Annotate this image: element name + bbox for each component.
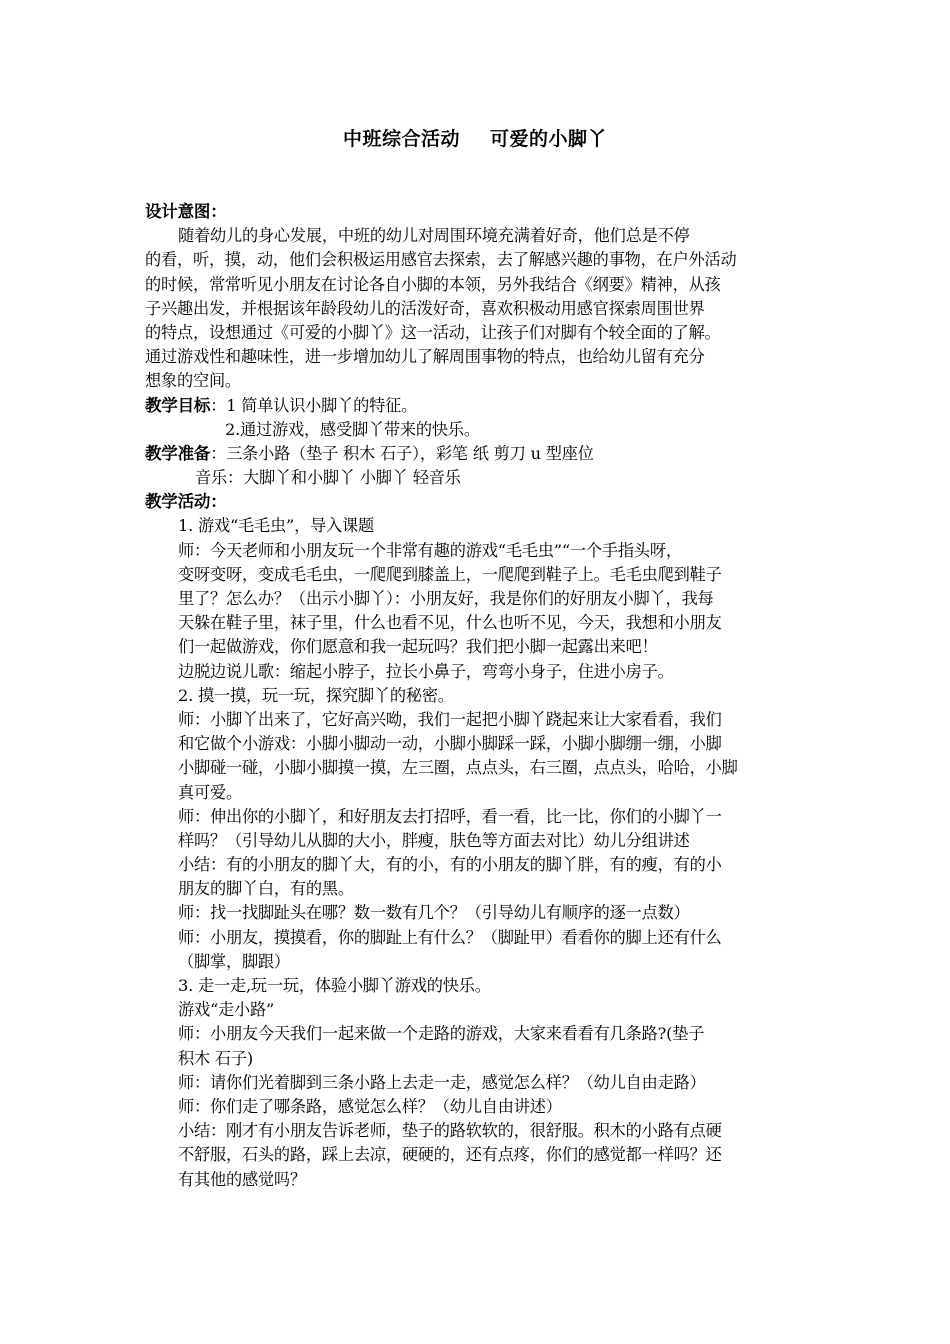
activity-line: 变呀变呀，变成毛毛虫，一爬爬到膝盖上，一爬爬到鞋子上。毛毛虫爬到鞋子 [178,564,722,584]
activity-line: 师：小脚丫出来了，它好高兴呦，我们一起把小脚丫跷起来让大家看看，我们 [178,709,722,729]
activity-line: 有其他的感觉吗？ [178,1169,306,1189]
title-part-1: 中班综合活动 [342,128,460,150]
goals-line-1 [145,394,810,418]
activity-line: 师：你们走了哪条路，感觉怎么样？（幼儿自由讲述） [178,1096,562,1116]
activity-line: 小脚碰一碰，小脚小脚摸一摸，左三圈，点点头，右三圈，点点头，哈哈，小脚 [178,758,738,778]
page-title [0,124,950,151]
activity-line: 边脱边说儿歌：缩起小脖子，拉长小鼻子，弯弯小身子，住进小房子。 [178,661,674,681]
design-heading: 设计意图： [145,202,227,221]
activity-line: 师：今天老师和小朋友玩一个非常有趣的游戏“毛毛虫”“一个手指头呀， [178,540,682,560]
activity-line: 里了？怎么办？（出示小脚丫）：小朋友好，我是你们的好朋友小脚丫，我每 [178,589,714,608]
prep-line-1 [145,442,810,466]
goals-heading: 教学目标 [145,395,211,415]
activity-line: 2. 摸一摸，玩一玩，探究脚丫的秘密。 [178,685,454,705]
activity-line: 师：找一找脚趾头在哪？数一数有几个？（引导幼儿有顺序的逐一点数） [178,903,690,923]
design-line: 子兴趣出发，并根据该年龄段幼儿的活泼好奇，喜欢积极动用感官探索周围世界 [145,298,705,318]
document-body [145,200,810,1192]
activity-line: 师：小朋友今天我们一起来做一个走路的游戏，大家来看看有几条路?(垫子 [178,1024,705,1044]
activity-line: 小结：刚才有小朋友告诉老师，垫子的路软软的，很舒服。积木的小路有点硬 [178,1121,722,1141]
activity-line: 师：伸出你的小脚丫，和好朋友去打招呼，看一看，比一比，你们的小脚丫一 [178,806,722,826]
activity-line: 们一起做游戏，你们愿意和我一起玩吗？我们把小脚一起露出来吧！ [178,637,658,657]
activity-line: 不舒服，石头的路，踩上去凉，硬硬的，还有点疼，你们的感觉都一样吗？还 [178,1145,722,1165]
activity-line: 和它做个小游戏：小脚小脚动一动，小脚小脚踩一踩，小脚小脚绷一绷，小脚 [178,734,722,754]
activity-line: 小结：有的小朋友的脚丫大，有的小，有的小朋友的脚丫胖，有的瘦，有的小 [178,855,722,875]
activity-line: 师：小朋友，摸摸看，你的脚趾上有什么？（脚趾甲）看看你的脚上还有什么 [178,927,722,947]
activity-line: （脚掌，脚跟） [178,951,290,971]
activity-line: 样吗？（引导幼儿从脚的大小，胖瘦，肤色等方面去对比）幼儿分组讲述 [178,830,690,850]
title-part-2: 可爱的小脚丫 [490,128,608,150]
design-line: 的时候，常常听见小朋友在讨论各自小脚的本领，另外我结合《纲要》精神，从孩 [145,274,721,294]
design-line: 的看，听，摸，动，他们会积极运用感官去探索，去了解感兴趣的事物，在户外活动 [145,250,737,270]
activity-line: 朋友的脚丫白，有的黑。 [178,879,354,899]
activity-line: 积木 石子) [178,1048,254,1068]
activity-line: 师：请你们光着脚到三条小路上去走一走，感觉怎么样？（幼儿自由走路） [178,1072,706,1092]
prep-line-2: 音乐：大脚丫和小脚丫 小脚丫 轻音乐 [195,468,461,488]
activity-line: 3. 走一走,玩一玩，体验小脚丫游戏的快乐。 [178,976,491,995]
activity-line: 真可爱。 [178,782,242,802]
design-line: 的特点，设想通过《可爱的小脚丫》这一活动，让孩子们对脚有个较全面的了解。 [145,322,721,342]
prep-text-1: ：三条小路（垫子 积木 石子），彩笔 纸 剪刀 u 型座位 [210,443,594,463]
activity-line: 1. 游戏“毛毛虫”，导入课题 [178,516,375,536]
goals-text-1: ：1 简单认识小脚丫的特征。 [210,395,418,415]
goals-line-2: 2.通过游戏，感受脚丫带来的快乐。 [225,419,480,439]
prep-heading: 教学准备 [145,443,211,463]
activity-line: 游戏“走小路” [178,1000,275,1020]
design-line: 随着幼儿的身心发展，中班的幼儿对周围环境充满着好奇，他们总是不停 [178,226,690,246]
design-line: 想象的空间。 [145,371,241,391]
design-line: 通过游戏性和趣味性，进一步增加幼儿了解周围事物的特点，也给幼儿留有充分 [145,347,705,367]
activity-line: 天躲在鞋子里，袜子里，什么也看不见，什么也听不见，今天，我想和小朋友 [178,613,722,633]
activities-heading: 教学活动： [145,492,227,512]
activities-list [145,514,810,1191]
